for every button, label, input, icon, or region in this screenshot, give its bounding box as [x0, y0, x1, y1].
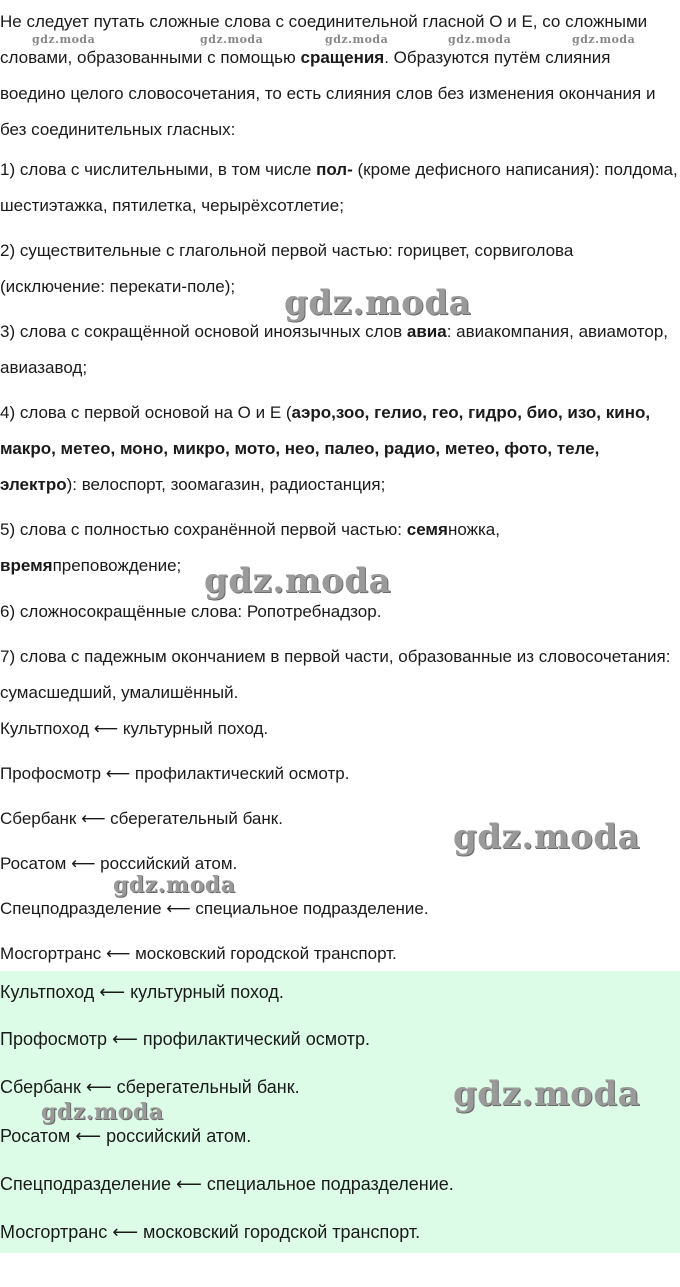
rule-2-text: 2) существительные с глагольной первой частью: горицвет, сорвиголова (исключение: перекати-поле);: [0, 241, 574, 296]
rule-4-bold: аэро,зоо, гелио, гео, гидро, био, изо, кино, макро, метео, моно, микро, мото, нео, палео, радио, метео, фото, теле, электро: [0, 403, 651, 494]
intro-text: [0, 4, 680, 148]
answer-line-4: Росатом ⟵ российский атом.: [0, 1126, 252, 1146]
rule-1-examples: (кроме дефисного написания): полдома, шестиэтажка, пятилетка, черырёхсотлетие;: [0, 160, 678, 215]
watermark-large-3: gdz.moda: [453, 817, 641, 857]
rule-5-text-3: преповождение;: [52, 556, 182, 575]
answer-line-5: Спецподразделение ⟵ специальное подразделение.: [0, 1174, 454, 1194]
rule-4-examples: ): велоспорт, зоомагазин, радиостанция;: [66, 475, 386, 494]
rule-item-7: [0, 639, 680, 711]
watermark-medium-2: gdz.moda: [41, 1099, 164, 1125]
watermark-small-1: gdz.moda: [32, 33, 96, 46]
rule-7-text: 7) слова с падежным окончанием в первой части, образованные из словосочетания: сумасшедший, умалишённый.: [0, 647, 671, 702]
rule-item-4: [0, 395, 680, 503]
intro-paragraph: [0, 4, 680, 148]
example-line-2: Профосмотр ⟵ профилактический осмотр.: [0, 764, 350, 783]
rule-1-bold: пол-: [316, 160, 353, 179]
rule-3-bold: авиа: [406, 322, 447, 341]
watermark-small-2: gdz.moda: [200, 33, 264, 46]
watermark-large-2: gdz.moda: [204, 561, 392, 601]
rule-item-3: [0, 314, 680, 386]
watermark-small-4: gdz.moda: [448, 33, 512, 46]
example-line-3: Сбербанк ⟵ сберегательный банк.: [0, 809, 283, 828]
answer-line-3: Сбербанк ⟵ сберегательный банк.: [0, 1077, 300, 1097]
rule-item-1: [0, 152, 680, 224]
answer-line-2: Профосмотр ⟵ профилактический осмотр.: [0, 1029, 370, 1049]
intro-text-part2: . Образуются путём слияния воедино целого словосочетания, то есть слияния слов без изменения окончания и без соединительных гласных:: [0, 48, 656, 139]
watermark-large-1: gdz.moda: [284, 283, 472, 323]
intro-bold-term: сращения: [300, 48, 385, 67]
example-line-6: Мосгортранс ⟵ московский городской транспорт.: [0, 944, 397, 963]
rule-6-text: 6) сложносокращённые слова: Ропотребнадзор.: [0, 602, 382, 621]
answer-line-1: Культпоход ⟵ культурный поход.: [0, 982, 284, 1002]
answer-line-6: Мосгортранс ⟵ московский городской транспорт.: [0, 1222, 421, 1242]
rule-1-text: 1) слова с числительными, в том числе: [0, 160, 317, 179]
rule-3-text: 3) слова с сокращённой основой иноязычных слов: [0, 322, 407, 341]
watermark-small-3: gdz.moda: [325, 33, 389, 46]
example-line-4: Росатом ⟵ российский атом.: [0, 854, 238, 873]
watermark-small-5: gdz.moda: [572, 33, 636, 46]
rule-4-text: 4) слова с первой основой на О и Е (: [0, 403, 292, 422]
watermark-medium-1: gdz.moda: [113, 872, 236, 898]
example-line-5: Спецподразделение ⟵ специальное подразделение.: [0, 899, 429, 918]
rule-5-text: 5) слова с полностью сохранённой первой частью:: [0, 520, 407, 539]
rule-3-examples: : авиакомпания, авиамотор, авиазавод;: [0, 322, 669, 377]
rule-5-bold-2: время: [0, 556, 53, 575]
rule-5-bold-1: семя: [406, 520, 448, 539]
rule-5-text-2: ножка,: [447, 520, 500, 539]
example-line-1: Культпоход ⟵ культурный поход.: [0, 719, 269, 738]
intro-text-part1: Не следует путать сложные слова с соединительной гласной О и Е, со сложными словами, образованными с помощью: [0, 12, 648, 67]
watermark-large-4: gdz.moda: [453, 1074, 641, 1114]
